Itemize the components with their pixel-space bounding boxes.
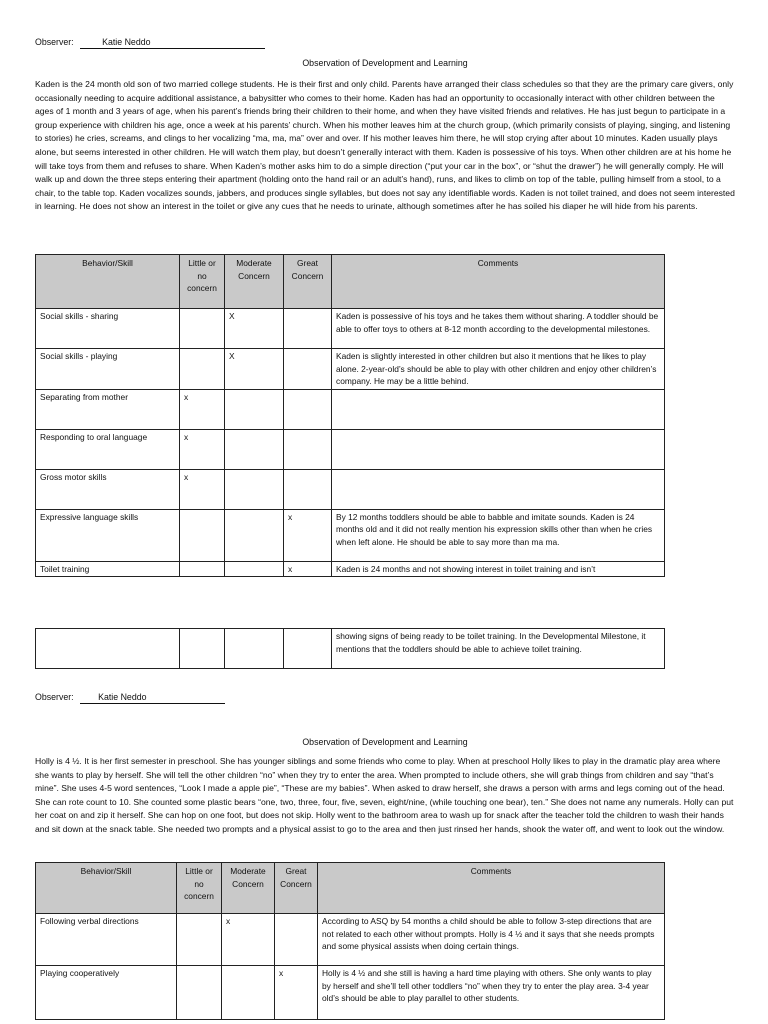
comment-cell: By 12 months toddlers should be able to babble and imitate sounds. Kaden is 24 months old and it did not really mention his expression skills other than when he cries when left alone. He should be able to say more than ma ma. — [332, 509, 665, 561]
skill-cell: Separating from mother — [36, 389, 180, 429]
moderate-concern-cell — [225, 429, 284, 469]
comment-cell: According to ASQ by 54 months a child should be able to follow 3-step directions that are not related to each other without prompts. Holly is 4 ½ and it says that she needs prompts and some physical assists when doing certain things. — [318, 914, 665, 966]
great-concern-cell: x — [275, 966, 318, 1020]
comment-cell: Kaden is 24 months and not showing interest in toilet training and isn’t — [332, 561, 665, 577]
table-header-row — [36, 255, 665, 309]
moderate-concern-cell — [225, 629, 284, 669]
table-row — [36, 309, 665, 349]
moderate-concern-cell — [225, 389, 284, 429]
skill-cell: Social skills - playing — [36, 349, 180, 390]
comment-cell: Holly is 4 ½ and she still is having a hard time playing with others. She only wants to play by herself and she’ll tell other toddlers “no” when they try to enter the play area. 3-4 year old’s should be able to play parallel to other students. — [318, 966, 665, 1020]
great-concern-cell — [284, 469, 332, 509]
table-row — [36, 561, 665, 577]
great-concern-cell: x — [284, 561, 332, 577]
comment-cell: Kaden is possessive of his toys and he takes them without sharing. A toddler should be able to offer toys to others at 8-12 month according to the developmental milestones. — [332, 309, 665, 349]
observer-label: Observer: — [35, 692, 74, 702]
page-title: Observation of Development and Learning — [302, 737, 468, 747]
moderate-concern-cell — [225, 561, 284, 577]
observation-table — [35, 254, 665, 577]
little-concern-cell — [180, 349, 225, 390]
table-row — [36, 629, 665, 669]
moderate-concern-cell — [222, 966, 275, 1020]
skill-cell: Responding to oral language — [36, 429, 180, 469]
little-concern-cell — [177, 966, 222, 1020]
observation-table — [35, 862, 665, 1020]
skill-cell — [36, 629, 180, 669]
little-concern-cell — [180, 309, 225, 349]
header-great-concern: Great Concern — [284, 255, 332, 309]
little-concern-cell — [180, 629, 225, 669]
header-skill: Behavior/Skill — [36, 255, 180, 309]
great-concern-cell — [284, 349, 332, 390]
skill-cell: Gross motor skills — [36, 469, 180, 509]
great-concern-cell — [275, 914, 318, 966]
table-header-row — [36, 863, 665, 914]
skill-cell: Social skills - sharing — [36, 309, 180, 349]
great-concern-cell — [284, 309, 332, 349]
moderate-concern-cell: x — [222, 914, 275, 966]
table-row — [36, 469, 665, 509]
great-concern-cell — [284, 629, 332, 669]
header-great-concern: Great Concern — [275, 863, 318, 914]
table-row — [36, 429, 665, 469]
observer-label: Observer: — [35, 37, 74, 47]
table-row — [36, 349, 665, 390]
great-concern-cell: x — [284, 509, 332, 561]
little-concern-cell — [180, 509, 225, 561]
header-moderate-concern: Moderate Concern — [222, 863, 275, 914]
page-title: Observation of Development and Learning — [302, 58, 468, 68]
comment-cell — [332, 429, 665, 469]
skill-cell: Following verbal directions — [36, 914, 177, 966]
skill-cell: Expressive language skills — [36, 509, 180, 561]
comment-cell — [332, 469, 665, 509]
header-comments: Comments — [318, 863, 665, 914]
little-concern-cell: x — [180, 469, 225, 509]
observer-name: Katie Neddo — [80, 37, 265, 49]
table-row — [36, 966, 665, 1020]
little-concern-cell — [177, 914, 222, 966]
comment-cell: showing signs of being ready to be toilet training. In the Developmental Milestone, it mentions that the toddlers should be able to achieve toilet training. — [332, 629, 665, 669]
observation-paragraph: Kaden is the 24 month old son of two married college students. He is their first and only child. Parents have arranged their class schedules so that they are the primary care givers, only occasionally needing to acquire additional assistance, a babysitter who comes to their home. Kaden has had an opportunity to occasionally interact with other children between the ages of 1 month and 3 years of age, when his parent’s friends bring their children to their home, and when they have visited friends and relatives. He has just begun to participate in a group experience with children his age, once a week at his parents’ church. When his mother leaves him at the church group, (which primarily consists of playing, singing, and listening to stories) he cries, screams, and clings to her vocalizing “ma, ma, ma” over and over. If his mother leaves him there, he will stop crying after about 10 minutes. Kaden usually plays alone, but seems interested in other children. He will watch them play, but doesn’t generally interact with them. Kaden is possessive of his toys. When other children are at his home he will take toys from them and refuses to share. When Kaden’s mother asks him to do a simple direction (“put your car in the box”, or “shut the drawer”) he will generally comply. He will walk up and down the three steps entering their apartment (holding onto the hand rail or an adult’s hand), runs, and likes to climb on top of the table, pulling himself from a stool, to a chair, to the table top. Kaden vocalizes sounds, jabbers, and produces single syllables, but does not say any identifiable words. Kaden is not toilet trained, and does not seem interested in learning. He does not show an interest in the toilet or give any cues that he needs to urinate, although sometimes after he has soiled his diaper he will hide from his parents. — [35, 79, 735, 212]
header-little-concern: Little or no concern — [177, 863, 222, 914]
table-row — [36, 914, 665, 966]
observer-line — [35, 36, 265, 49]
header-skill: Behavior/Skill — [36, 863, 177, 914]
observer-line — [35, 691, 225, 704]
header-comments: Comments — [332, 255, 665, 309]
comment-cell: Kaden is slightly interested in other children but also it mentions that he likes to play alone. 2-year-old’s should be able to play with other children and enjoy other children’s company. He may be a little behind. — [332, 349, 665, 390]
moderate-concern-cell: X — [225, 349, 284, 390]
observation-paragraph: Holly is 4 ½. It is her first semester in preschool. She has younger siblings and some friends who come to play. When at preschool Holly likes to play in the dramatic play area where she wants to play by herself. She will tell the other children “no” when they try to enter the area. When prompted to include others, she will grab things from children and say “that’s mine”. She uses 4-5 word sentences, “Look I made a apple pie”, “These are my babies”. When asked to draw herself, she draws a person with arms and legs coming out of the head. She can rote count to 10. She counted some plastic bears “one, two, three, four, five, seven, eight/nine, (while touching one bear), ten.” She does not name any numerals. Holly can put her coat on and zip it herself. She can hop on one foot, but does not skip. Holly went to the bathroom area to wash up for snack after the teacher told the children to wash their hands and sit down at the snack table. She needed two prompts and a physical assist to go to the area and then just rinsed her hands, shook the water off, and went to look out the window. — [35, 756, 734, 834]
table-row — [36, 389, 665, 429]
comment-cell — [332, 389, 665, 429]
skill-cell: Toilet training — [36, 561, 180, 577]
observer-name: Katie Neddo — [80, 692, 225, 704]
little-concern-cell: x — [180, 429, 225, 469]
moderate-concern-cell: X — [225, 309, 284, 349]
great-concern-cell — [284, 389, 332, 429]
header-moderate-concern: Moderate Concern — [225, 255, 284, 309]
skill-cell: Playing cooperatively — [36, 966, 177, 1020]
moderate-concern-cell — [225, 469, 284, 509]
table-row — [36, 509, 665, 561]
little-concern-cell — [180, 561, 225, 577]
great-concern-cell — [284, 429, 332, 469]
moderate-concern-cell — [225, 509, 284, 561]
header-little-concern: Little or no concern — [180, 255, 225, 309]
observation-table-continued — [35, 628, 665, 669]
little-concern-cell: x — [180, 389, 225, 429]
